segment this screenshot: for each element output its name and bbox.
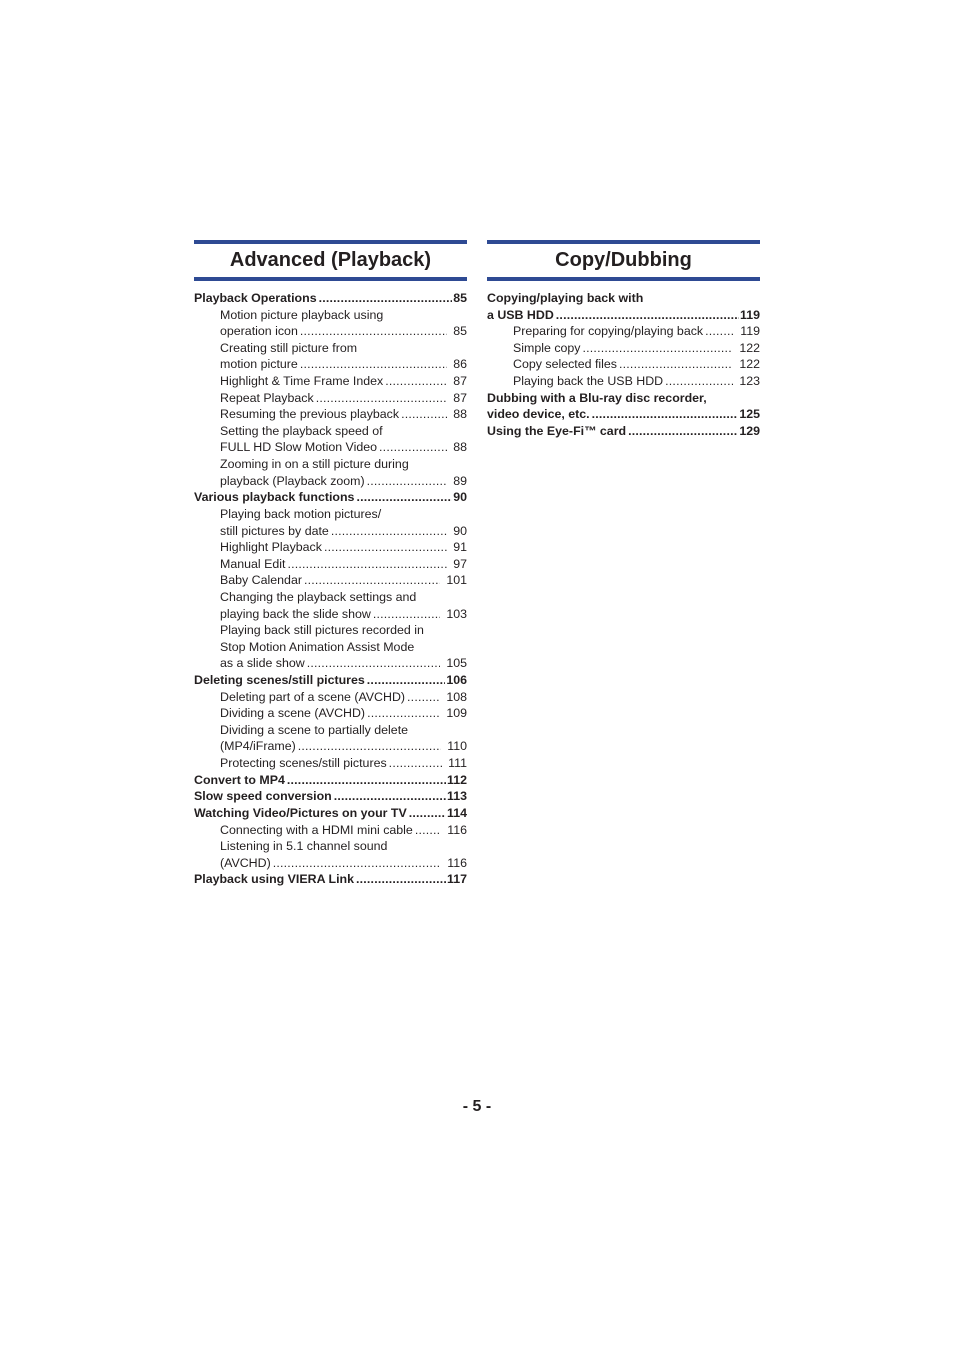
toc-entry-label: Copy selected files: [513, 357, 617, 372]
toc-column-copy-dubbing: [487, 240, 760, 439]
toc-entry-page[interactable]: 85: [453, 324, 467, 339]
toc-subentry: [194, 340, 467, 357]
toc-subentry: [194, 722, 467, 739]
toc-subentry: [194, 838, 467, 855]
toc-entry-page[interactable]: 122: [739, 357, 760, 372]
toc-entry-label: Dubbing with a Blu-ray disc recorder,: [487, 390, 707, 405]
toc-list-copy-dubbing: [487, 290, 760, 439]
toc-subentry[interactable]: [194, 323, 467, 340]
toc-entry-page[interactable]: 108: [446, 689, 467, 704]
toc-subentry[interactable]: [194, 556, 467, 573]
toc-entry-page[interactable]: 87: [453, 374, 467, 389]
toc-subentry: [194, 589, 467, 606]
dot-leader: [316, 390, 448, 407]
toc-entry-label: Dividing a scene to partially delete: [220, 722, 409, 737]
toc-subentry[interactable]: [487, 340, 760, 357]
toc-entry[interactable]: [194, 290, 467, 307]
toc-entry-label: Playback using VIERA Link: [194, 872, 354, 887]
toc-entry-label: Dividing a scene (AVCHD): [220, 706, 366, 721]
toc-subentry[interactable]: [194, 755, 467, 772]
toc-entry-page[interactable]: 103: [446, 606, 467, 621]
toc-entry-page[interactable]: 91: [453, 540, 467, 555]
toc-entry-page[interactable]: 88: [453, 407, 467, 422]
toc-entry-page[interactable]: 119: [740, 324, 760, 339]
toc-entry-label: Manual Edit: [220, 556, 286, 571]
toc-subentry[interactable]: [194, 356, 467, 373]
toc-entry-label: as a slide show: [220, 656, 305, 671]
toc-entry-label: Motion picture playback using: [220, 307, 384, 322]
toc-entry-label: a USB HDD: [487, 307, 554, 322]
toc-entry-page[interactable]: 125: [739, 407, 760, 422]
toc-entry-label: Connecting with a HDMI mini cable: [220, 822, 413, 837]
toc-entry-label: (AVCHD): [220, 855, 271, 870]
toc-entry-page[interactable]: 119: [740, 307, 760, 322]
toc-subentry[interactable]: [194, 689, 467, 706]
toc-subentry[interactable]: [194, 822, 467, 839]
dot-leader: [415, 822, 441, 839]
toc-subentry[interactable]: [194, 539, 467, 556]
toc-entry-label: Deleting scenes/still pictures: [194, 673, 365, 688]
toc-entry-label: Resuming the previous playback: [220, 407, 400, 422]
toc-subentry[interactable]: [487, 356, 760, 373]
toc-subentry[interactable]: [194, 439, 467, 456]
toc-entry: [487, 390, 760, 407]
page-number-text: - 5 -: [462, 1098, 492, 1115]
toc-entry-page[interactable]: 101: [446, 573, 467, 588]
toc-subentry: [194, 307, 467, 324]
dot-leader: [665, 373, 733, 390]
toc-subentry[interactable]: [487, 323, 760, 340]
toc-subentry[interactable]: [194, 855, 467, 872]
toc-entry-label: (MP4/iFrame): [220, 739, 296, 754]
section-title-copy-dubbing: Copy/Dubbing: [487, 240, 760, 281]
dot-leader: [300, 323, 447, 340]
dot-leader: [367, 473, 448, 490]
toc-subentry[interactable]: [194, 390, 467, 407]
dot-leader: [287, 556, 447, 573]
toc-entry-page[interactable]: 116: [447, 855, 467, 870]
dot-leader: [409, 805, 446, 822]
toc-entry-label: Playing back motion pictures/: [220, 506, 382, 521]
toc-subentry[interactable]: [194, 606, 467, 623]
dot-leader: [300, 356, 447, 373]
dot-leader: [407, 689, 440, 706]
toc-entry-label: operation icon: [220, 324, 298, 339]
toc-entry-label: Changing the playback settings and: [220, 589, 417, 604]
toc-subentry: [194, 622, 467, 639]
toc-subentry[interactable]: [194, 655, 467, 672]
dot-leader: [592, 406, 739, 423]
dot-leader: [705, 323, 734, 340]
toc-entry-label: Playing back the USB HDD: [513, 374, 664, 389]
toc-entry-label: Baby Calendar: [220, 573, 302, 588]
toc-entry-page[interactable]: 88: [453, 440, 467, 455]
toc-entry-page[interactable]: 116: [447, 822, 467, 837]
toc-entry-page[interactable]: 89: [453, 473, 467, 488]
dot-leader: [273, 855, 442, 872]
toc-entry-label: FULL HD Slow Motion Video: [220, 440, 378, 455]
toc-entry-label: video device, etc.: [487, 407, 590, 422]
dot-leader: [298, 738, 442, 755]
dot-leader: [324, 539, 447, 556]
toc-entry-page[interactable]: 112: [447, 772, 467, 787]
toc-entry-label: still pictures by date: [220, 523, 329, 538]
toc-entry-label: Zooming in on a still picture during: [220, 457, 409, 472]
page-number: [0, 1098, 954, 1116]
toc-entry-page[interactable]: 97: [453, 556, 467, 571]
dot-leader: [385, 373, 447, 390]
toc-entry-label: Highlight & Time Frame Index: [220, 374, 384, 389]
toc-entry-label: playback (Playback zoom): [220, 473, 365, 488]
toc-entry-label: Various playback functions: [194, 490, 355, 505]
toc-entry[interactable]: [487, 423, 760, 440]
dot-leader: [583, 340, 734, 357]
toc-entry-label: Setting the playback speed of: [220, 423, 383, 438]
toc-subentry[interactable]: [194, 523, 467, 540]
toc-subentry: [194, 506, 467, 523]
dot-leader: [356, 871, 446, 888]
dot-leader: [307, 655, 441, 672]
toc-entry[interactable]: [487, 406, 760, 423]
toc-entry-label: Convert to MP4: [194, 772, 285, 787]
toc-entry: [487, 290, 760, 307]
dot-leader: [356, 489, 452, 506]
toc-entry-page[interactable]: 106: [446, 673, 467, 688]
dot-leader: [556, 307, 739, 324]
dot-leader: [379, 439, 447, 456]
toc-entry-page[interactable]: 90: [453, 490, 467, 505]
toc-entry-page[interactable]: 129: [739, 423, 760, 438]
toc-subentry[interactable]: [194, 738, 467, 755]
toc-entry-label: Listening in 5.1 channel sound: [220, 839, 388, 854]
toc-entry-label: Using the Eye-Fi™ card: [487, 423, 627, 438]
toc-subentry: [194, 423, 467, 440]
toc-entry-label: Repeat Playback: [220, 390, 314, 405]
toc-subentry: [194, 639, 467, 656]
toc-entry-page[interactable]: 87: [453, 390, 467, 405]
dot-leader: [373, 606, 440, 623]
toc-column-advanced-playback: [194, 240, 467, 888]
toc-entry-page[interactable]: 109: [446, 706, 467, 721]
toc-subentry[interactable]: [194, 572, 467, 589]
toc-entry-label: Watching Video/Pictures on your TV: [194, 805, 407, 820]
dot-leader: [319, 290, 453, 307]
dot-leader: [389, 755, 442, 772]
toc-entry[interactable]: [194, 871, 467, 888]
toc-subentry[interactable]: [194, 406, 467, 423]
toc-entry-label: motion picture: [220, 357, 298, 372]
toc-subentry: [194, 456, 467, 473]
dot-leader: [401, 406, 447, 423]
dot-leader: [619, 356, 733, 373]
toc-entry-page[interactable]: 105: [446, 656, 467, 671]
toc-subentry[interactable]: [487, 373, 760, 390]
dot-leader: [287, 772, 446, 789]
toc-entry[interactable]: [194, 489, 467, 506]
toc-entry[interactable]: [194, 672, 467, 689]
toc-entry-label: Highlight Playback: [220, 540, 322, 555]
toc-subentry[interactable]: [194, 373, 467, 390]
dot-leader: [628, 423, 738, 440]
toc-entry-page[interactable]: 122: [739, 340, 760, 355]
toc-entry-page[interactable]: 113: [447, 789, 467, 804]
toc-entry[interactable]: [194, 772, 467, 789]
dot-leader: [304, 572, 440, 589]
dot-leader: [331, 523, 447, 540]
toc-entry-label: Playback Operations: [194, 291, 317, 305]
toc-entry-page[interactable]: 90: [453, 523, 467, 538]
dot-leader: [367, 672, 446, 689]
toc-subentry[interactable]: [194, 705, 467, 722]
toc-entry-page[interactable]: 110: [447, 739, 467, 754]
toc-entry[interactable]: [487, 307, 760, 324]
toc-entry-page[interactable]: 114: [447, 805, 467, 820]
toc-list-advanced-playback: [194, 290, 467, 888]
toc-entry-label: Preparing for copying/playing back: [513, 324, 704, 339]
toc-entry-label: Deleting part of a scene (AVCHD): [220, 689, 406, 704]
toc-entry-label: Simple copy: [513, 340, 581, 355]
dot-leader: [334, 788, 446, 805]
toc-entry-page[interactable]: 86: [453, 357, 467, 372]
toc-entry-label: Stop Motion Animation Assist Mode: [220, 639, 415, 654]
section-title-advanced-playback: Advanced (Playback): [194, 240, 467, 281]
toc-entry-label: Copying/playing back with: [487, 291, 644, 305]
toc-entry[interactable]: [194, 788, 467, 805]
toc-entry-label: playing back the slide show: [220, 606, 371, 621]
toc-entry-label: Creating still picture from: [220, 340, 358, 355]
toc-subentry[interactable]: [194, 473, 467, 490]
toc-entry-page[interactable]: 85: [453, 291, 467, 305]
toc-entry-label: Slow speed conversion: [194, 789, 332, 804]
toc-entry-label: Protecting scenes/still pictures: [220, 756, 387, 771]
toc-entry-page[interactable]: 123: [739, 374, 760, 389]
toc-entry-label: Playing back still pictures recorded in: [220, 623, 424, 638]
dot-leader: [367, 705, 440, 722]
toc-entry-page[interactable]: 117: [447, 872, 467, 887]
toc-entry-page[interactable]: 111: [448, 756, 467, 771]
toc-entry[interactable]: [194, 805, 467, 822]
